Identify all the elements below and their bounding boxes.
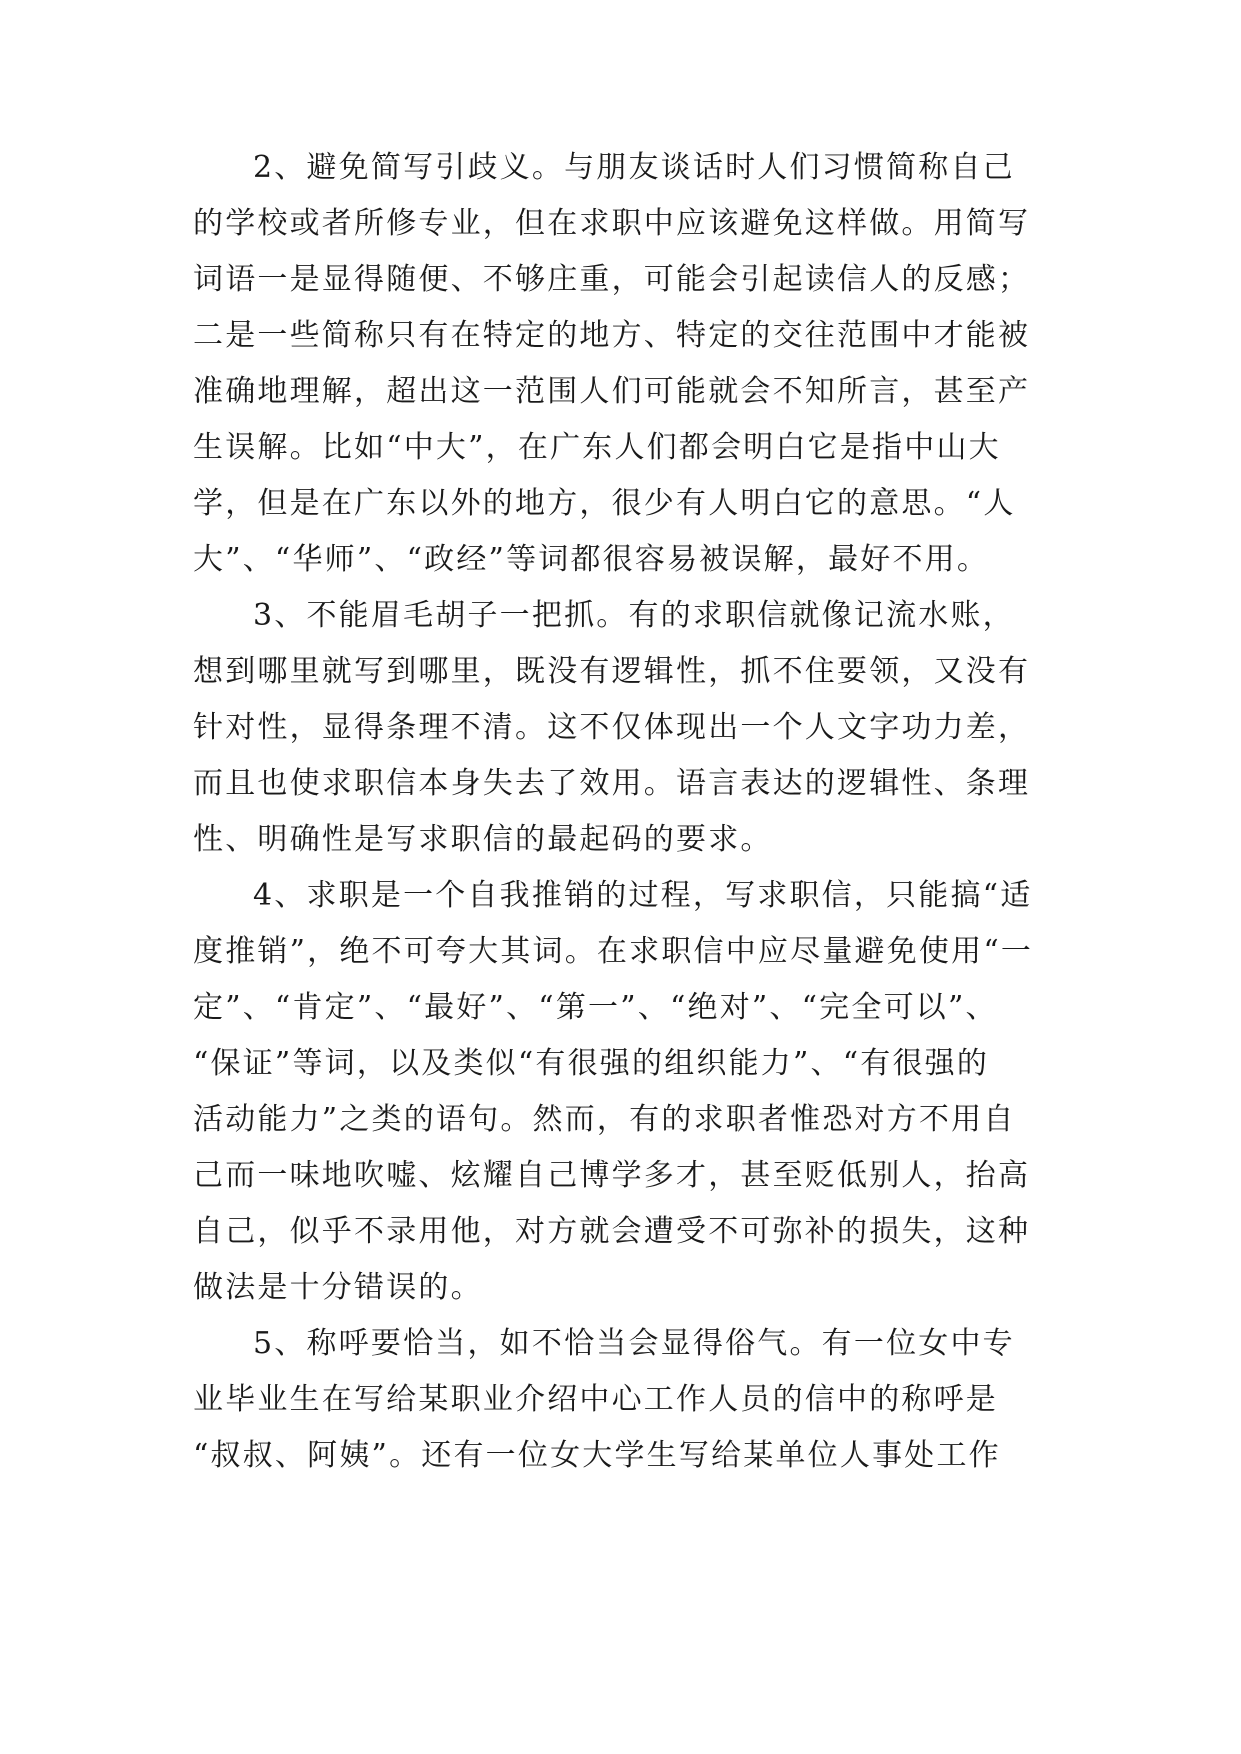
text-line: 准确地理解，超出这一范围人们可能就会不知所言，甚至产: [193, 374, 1031, 409]
text-line: 3、不能眉毛胡子一把抓。有的求职信就像记流水账，: [253, 598, 1015, 633]
text-line: 己而一味地吹嘘、炫耀自己博学多才，甚至贬低别人，抬高: [193, 1158, 1031, 1193]
text-line: 2、避免简写引歧义。与朋友谈话时人们习惯简称自己: [253, 150, 1015, 185]
text-line: 二是一些简称只有在特定的地方、特定的交往范围中才能被: [193, 318, 1031, 353]
text-line: 自己，似乎不录用他，对方就会遭受不可弥补的损失，这种: [193, 1214, 1031, 1249]
text-line: 大”、“华师”、“政经”等词都很容易被误解，最好不用。: [193, 542, 990, 577]
text-line: 度推销”，绝不可夸大其词。在求职信中应尽量避免使用“一: [193, 934, 1034, 969]
text-line: 定”、“肯定”、“最好”、“第一”、“绝对”、“完全可以”、: [193, 990, 998, 1025]
text-line: 的学校或者所修专业，但在求职中应该避免这样做。用简写: [193, 206, 1031, 241]
text-line: 针对性，显得条理不清。这不仅体现出一个人文字功力差，: [193, 710, 1031, 745]
text-line: 活动能力”之类的语句。然而，有的求职者惟恐对方不用自: [193, 1102, 1016, 1137]
text-line: 做法是十分错误的。: [193, 1270, 483, 1305]
text-line: 词语一是显得随便、不够庄重，可能会引起读信人的反感；: [193, 262, 1031, 297]
text-line: 业毕业生在写给某职业介绍中心工作人员的信中的称呼是: [193, 1382, 998, 1417]
text-line: 5、称呼要恰当，如不恰当会显得俗气。有一位女中专: [253, 1326, 1015, 1361]
text-line: “叔叔、阿姨”。还有一位女大学生写给某单位人事处工作: [193, 1438, 1001, 1473]
text-line: 学，但是在广东以外的地方，很少有人明白它的意思。“人: [193, 486, 1016, 521]
text-line: 4、求职是一个自我推销的过程，写求职信，只能搞“适: [253, 878, 1033, 913]
text-line: 性、明确性是写求职信的最起码的要求。: [193, 822, 773, 857]
text-line: 生误解。比如“中大”，在广东人们都会明白它是指中山大: [193, 430, 1001, 465]
text-line: “保证”等词，以及类似“有很强的组织能力”、“有很强的: [193, 1046, 990, 1081]
text-line: 而且也使求职信本身失去了效用。语言表达的逻辑性、条理: [193, 766, 1031, 801]
text-line: 想到哪里就写到哪里，既没有逻辑性，抓不住要领，又没有: [193, 654, 1031, 689]
